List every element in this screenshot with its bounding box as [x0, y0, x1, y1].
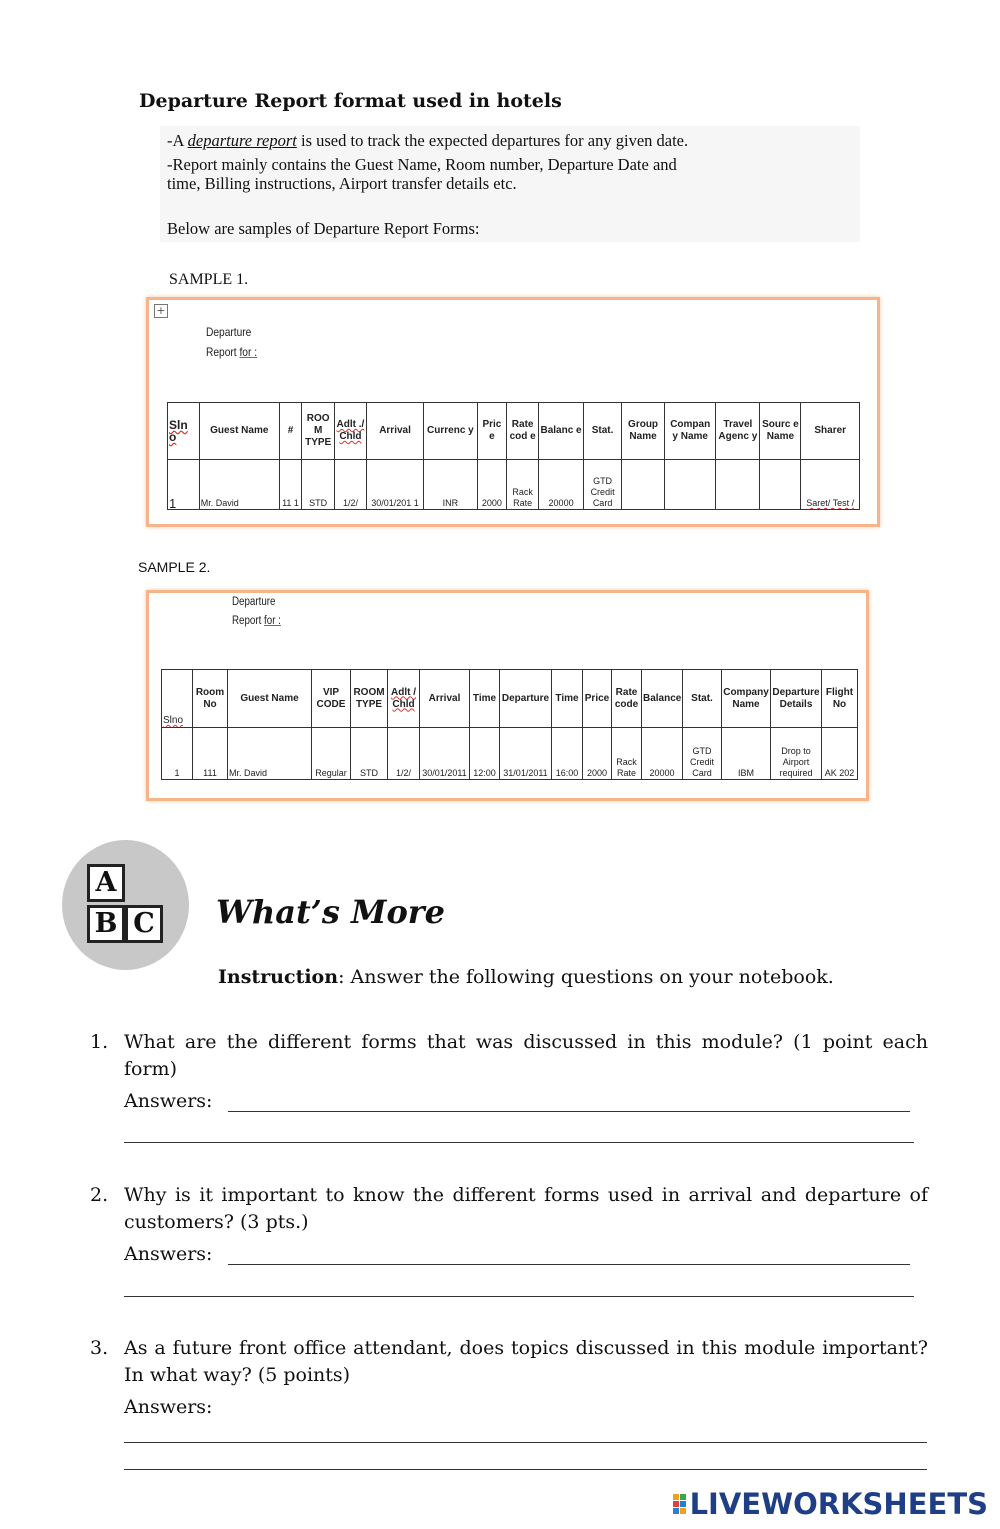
sample2-report-line1: Departure [232, 596, 276, 608]
block-b: B [87, 905, 125, 943]
sample1-header-cell-13: Travel Agenc y [716, 403, 760, 460]
sample1-cell-10: GTD Credit Card [584, 460, 622, 510]
sample2-label: SAMPLE 2. [138, 559, 211, 575]
instruction-text: : Answer the following questions on your notebook. [338, 966, 834, 988]
question-2-answer-line-2[interactable] [124, 1296, 914, 1297]
sample2-cell-5: 1/2/ [388, 728, 420, 780]
abc-blocks-logo [62, 840, 189, 970]
sample2-header-cell-13: Stat. [683, 670, 722, 728]
question-2-answer-line-1[interactable] [228, 1264, 910, 1265]
sample2-cell-3: Regular [312, 728, 351, 780]
sample1-header-cell-10: Stat. [584, 403, 622, 460]
sample2-report-for: for : [264, 615, 281, 627]
sample1-cell-9: 20000 [539, 460, 584, 510]
sample2-header-cell-12: Balance [642, 670, 683, 728]
sample1-header-cell-12: Compan y Name [665, 403, 716, 460]
sample1-cell-8: Rack Rate [507, 460, 539, 510]
sample1-cell-12 [665, 460, 716, 510]
sample1-header-cell-0: Sln o [168, 403, 200, 460]
sample1-cell-11 [622, 460, 665, 510]
move-handle-icon[interactable]: + [154, 304, 168, 318]
sample1-report-heading [206, 322, 257, 362]
sample2-header-cell-4: ROOM TYPE [351, 670, 388, 728]
sample2-cell-7: 12:00 [470, 728, 500, 780]
brand-text: LIVEWORKSHEETS [689, 1487, 988, 1521]
sample2-header-cell-15: Departure Details [771, 670, 822, 728]
sample1-table [167, 402, 860, 510]
instruction [218, 966, 834, 988]
sample2-header-cell-8: Departure [500, 670, 552, 728]
question-2-number: 2. [90, 1184, 109, 1206]
question-1-number: 1. [90, 1031, 109, 1053]
page-title: Departure Report format used in hotels [139, 90, 562, 112]
question-2-answer-label: Answers: [124, 1243, 213, 1265]
sample2-header-cell-2: Guest Name [228, 670, 312, 728]
sample1-cell-1: Mr. David [199, 460, 279, 510]
sample2-cell-15: Drop to Airport required [771, 728, 822, 780]
question-3-answer-line-1[interactable] [124, 1442, 927, 1443]
sample2-header-cell-5: Adlt / Chld [388, 670, 420, 728]
intro-line-1 [167, 131, 688, 151]
sample1-header-cell-9: Balanc e [539, 403, 584, 460]
sample2-header-cell-6: Arrival [420, 670, 470, 728]
intro-l1-post: is used to track the expected departures for any given date. [296, 131, 689, 150]
sample1-report-line2 [206, 342, 257, 362]
question-1-text: What are the different forms that was discussed in this module? (1 point each form) [124, 1031, 928, 1080]
intro-l1-pre: -A [167, 131, 188, 150]
sample2-table [161, 669, 858, 780]
sample2-header-cell-11: Rate code [612, 670, 642, 728]
liveworksheets-icon [673, 1490, 687, 1518]
intro-term: departure report [187, 131, 297, 150]
sample2-cell-4: STD [351, 728, 388, 780]
sample1-header-cell-5: Arrival [366, 403, 423, 460]
sample2-header-cell-3: VIP CODE [312, 670, 351, 728]
sample1-header-cell-11: Group Name [622, 403, 665, 460]
sample1-header-cell-2: # [279, 403, 302, 460]
sample1-cell-0: 1 [168, 460, 200, 510]
question-3-answer-line-2[interactable] [124, 1469, 927, 1470]
sample2-cell-9: 16:00 [552, 728, 583, 780]
intro-line-3: time, Billing instructions, Airport transfer details etc. [167, 174, 517, 193]
sample1-cell-2: 11 1 [279, 460, 302, 510]
sample2-cell-0: 1 [162, 728, 193, 780]
sample2-cell-14: IBM [722, 728, 771, 780]
question-3-answer-label: Answers: [124, 1396, 213, 1418]
block-a: A [87, 864, 125, 902]
sample2-data-row [162, 728, 858, 780]
sample1-cell-6: INR [424, 460, 477, 510]
sample1-header-cell-8: Rate cod e [507, 403, 539, 460]
sample1-header-row [168, 403, 860, 460]
sample2-cell-6: 30/01/2011 [420, 728, 470, 780]
sample1-header-cell-14: Sourc e Name [760, 403, 801, 460]
sample2-header-cell-9: Time [552, 670, 583, 728]
sample1-data-row [168, 460, 860, 510]
question-3-text: As a future front office attendant, does topics discussed in this module important? In what way? (5 points) [124, 1337, 928, 1386]
sample2-header-cell-14: Company Name [722, 670, 771, 728]
sample1-header-cell-6: Currenc y [424, 403, 477, 460]
sample2-header-cell-0: Slno [162, 670, 193, 728]
sample2-cell-8: 31/01/2011 [500, 728, 552, 780]
sample1-cell-7: 2000 [477, 460, 507, 510]
instruction-label: Instruction [218, 966, 339, 988]
sample2-header-row [162, 670, 858, 728]
sample1-cell-14 [760, 460, 801, 510]
sample1-report-line1: Departure [206, 325, 252, 339]
question-1-answer-line-2[interactable] [124, 1142, 914, 1143]
sample2-header-cell-16: Flight No [822, 670, 858, 728]
sample2-cell-2: Mr. David [228, 728, 312, 780]
intro-block [160, 126, 860, 242]
sample2-cell-12: 20000 [642, 728, 683, 780]
question-1-answer-label: Answers: [124, 1090, 213, 1112]
sample1-header-cell-1: Guest Name [199, 403, 279, 460]
question-1-answer-line-1[interactable] [228, 1111, 910, 1112]
sample1-header-cell-4: Adlt ./ Chld [335, 403, 367, 460]
sample2-header-cell-1: Room No [193, 670, 228, 728]
sample1-header-cell-15: Sharer [801, 403, 860, 460]
sample1-report-for: for : [239, 345, 258, 359]
sample2-header-cell-10: Price [583, 670, 612, 728]
liveworksheets-logo [673, 1487, 988, 1521]
sample2-report-heading [232, 593, 281, 631]
section-title: What’s More [216, 893, 445, 931]
sample1-cell-4: 1/2/ [335, 460, 367, 510]
sample2-cell-13: GTD Credit Card [683, 728, 722, 780]
sample1-label: SAMPLE 1. [169, 271, 249, 288]
intro-line-4: Below are samples of Departure Report Forms: [167, 219, 480, 238]
sample2-cell-1: 111 [193, 728, 228, 780]
sample2-header-cell-7: Time [470, 670, 500, 728]
sample2-report-line2 [232, 612, 281, 631]
intro-line-2: -Report mainly contains the Guest Name, Room number, Departure Date and [167, 155, 677, 174]
block-c: C [125, 905, 163, 943]
sample1-header-cell-3: ROO M TYPE [302, 403, 335, 460]
sample1-cell-13 [716, 460, 760, 510]
sample1-header-cell-7: Pric e [477, 403, 507, 460]
sample1-report-pre: Report [206, 345, 240, 359]
sample2-cell-16: AK 202 [822, 728, 858, 780]
sample2-report-pre: Report [232, 615, 265, 627]
sample2-cell-10: 2000 [583, 728, 612, 780]
sample2-cell-11: Rack Rate [612, 728, 642, 780]
sample1-cell-15: Saret/ Test / [801, 460, 860, 510]
sample1-cell-5: 30/01/201 1 [366, 460, 423, 510]
question-3-number: 3. [90, 1337, 109, 1359]
sample1-cell-3: STD [302, 460, 335, 510]
question-2-text: Why is it important to know the different forms used in arrival and departure of customers? (3 pts.) [124, 1184, 928, 1233]
